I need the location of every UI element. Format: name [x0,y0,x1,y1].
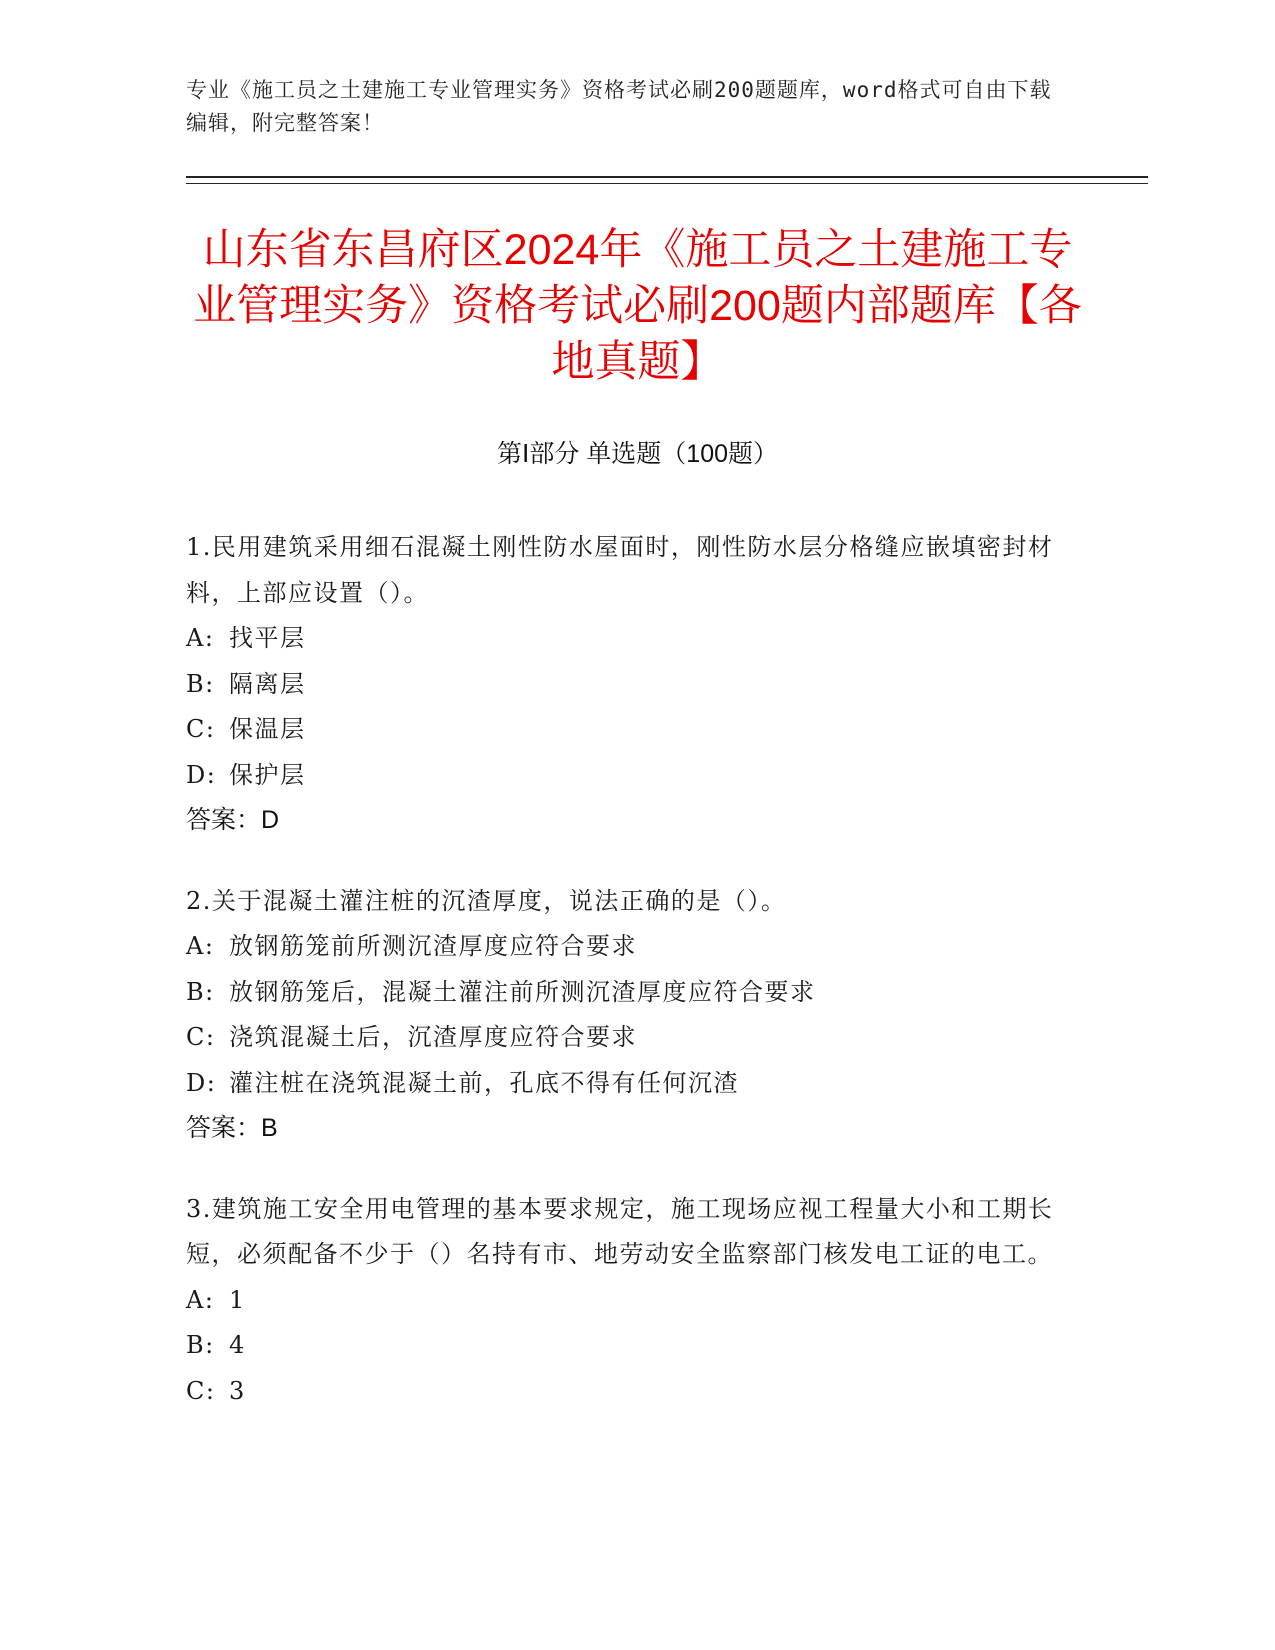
option-letter: B: [186,669,215,698]
section-heading: 第Ⅰ部分 单选题（100题） [496,440,779,468]
option-a [186,1278,1076,1324]
question-1 [186,525,1076,844]
question-list [186,525,1076,1449]
question-3 [186,1187,1076,1415]
header-note: 专业《施工员之土建施工专业管理实务》资格考试必刷200题题库，word格式可自由下载编辑，附完整答案！ [186,78,1052,135]
answer-line: 答案：D [186,806,280,834]
option-text: 1 [229,1285,246,1314]
option-b [186,662,1076,708]
option-c [186,1015,1076,1061]
option-d [186,1061,1076,1107]
question-2 [186,879,1076,1152]
option-letter: A: [186,932,215,960]
option-text: 找平层 [229,624,306,652]
question-stem: 1.民用建筑采用细石混凝土刚性防水屋面时，刚性防水层分格缝应嵌填密封材料，上部应设置（）。 [186,533,1054,607]
option-text: 保护层 [229,760,306,789]
option-a [186,924,1076,970]
option-text: 灌注桩在浇筑混凝土前，孔底不得有任何沉渣 [229,1068,739,1097]
option-letter: B: [186,977,215,1006]
option-letter: A: [186,624,215,652]
option-text: 隔离层 [229,669,306,698]
option-letter: C: [186,1376,216,1405]
option-a [186,616,1076,662]
option-text: 3 [229,1376,246,1405]
question-stem: 2.关于混凝土灌注桩的沉渣厚度，说法正确的是（）。 [186,886,787,915]
header-divider-thick [186,176,1148,178]
option-letter: B: [186,1331,215,1359]
option-text: 浇筑混凝土后，沉渣厚度应符合要求 [229,1023,637,1051]
option-letter: C: [186,715,216,743]
option-text: 放钢筋笼后，混凝土灌注前所测沉渣厚度应符合要求 [229,977,816,1006]
option-letter: C: [186,1023,216,1051]
option-letter: D: [186,760,217,789]
option-b [186,1323,1076,1369]
option-text: 4 [229,1331,246,1359]
option-letter: D: [186,1068,217,1097]
option-d [186,753,1076,799]
document-title: 山东省东昌府区2024年《施工员之土建施工专业管理实务》资格考试必刷200题内部题库【各地真题】 [193,226,1082,386]
option-text: 保温层 [229,715,306,743]
option-text: 放钢筋笼前所测沉渣厚度应符合要求 [229,932,637,960]
option-c [186,707,1076,753]
header-divider-thin [186,183,1148,184]
option-c [186,1369,1076,1415]
option-letter: A: [186,1285,215,1314]
option-b [186,970,1076,1016]
question-stem: 3.建筑施工安全用电管理的基本要求规定，施工现场应视工程量大小和工期长短，必须配备不少于（）名持有市、地劳动安全监察部门核发电工证的电工。 [186,1194,1054,1268]
answer-line: 答案：B [186,1114,278,1142]
